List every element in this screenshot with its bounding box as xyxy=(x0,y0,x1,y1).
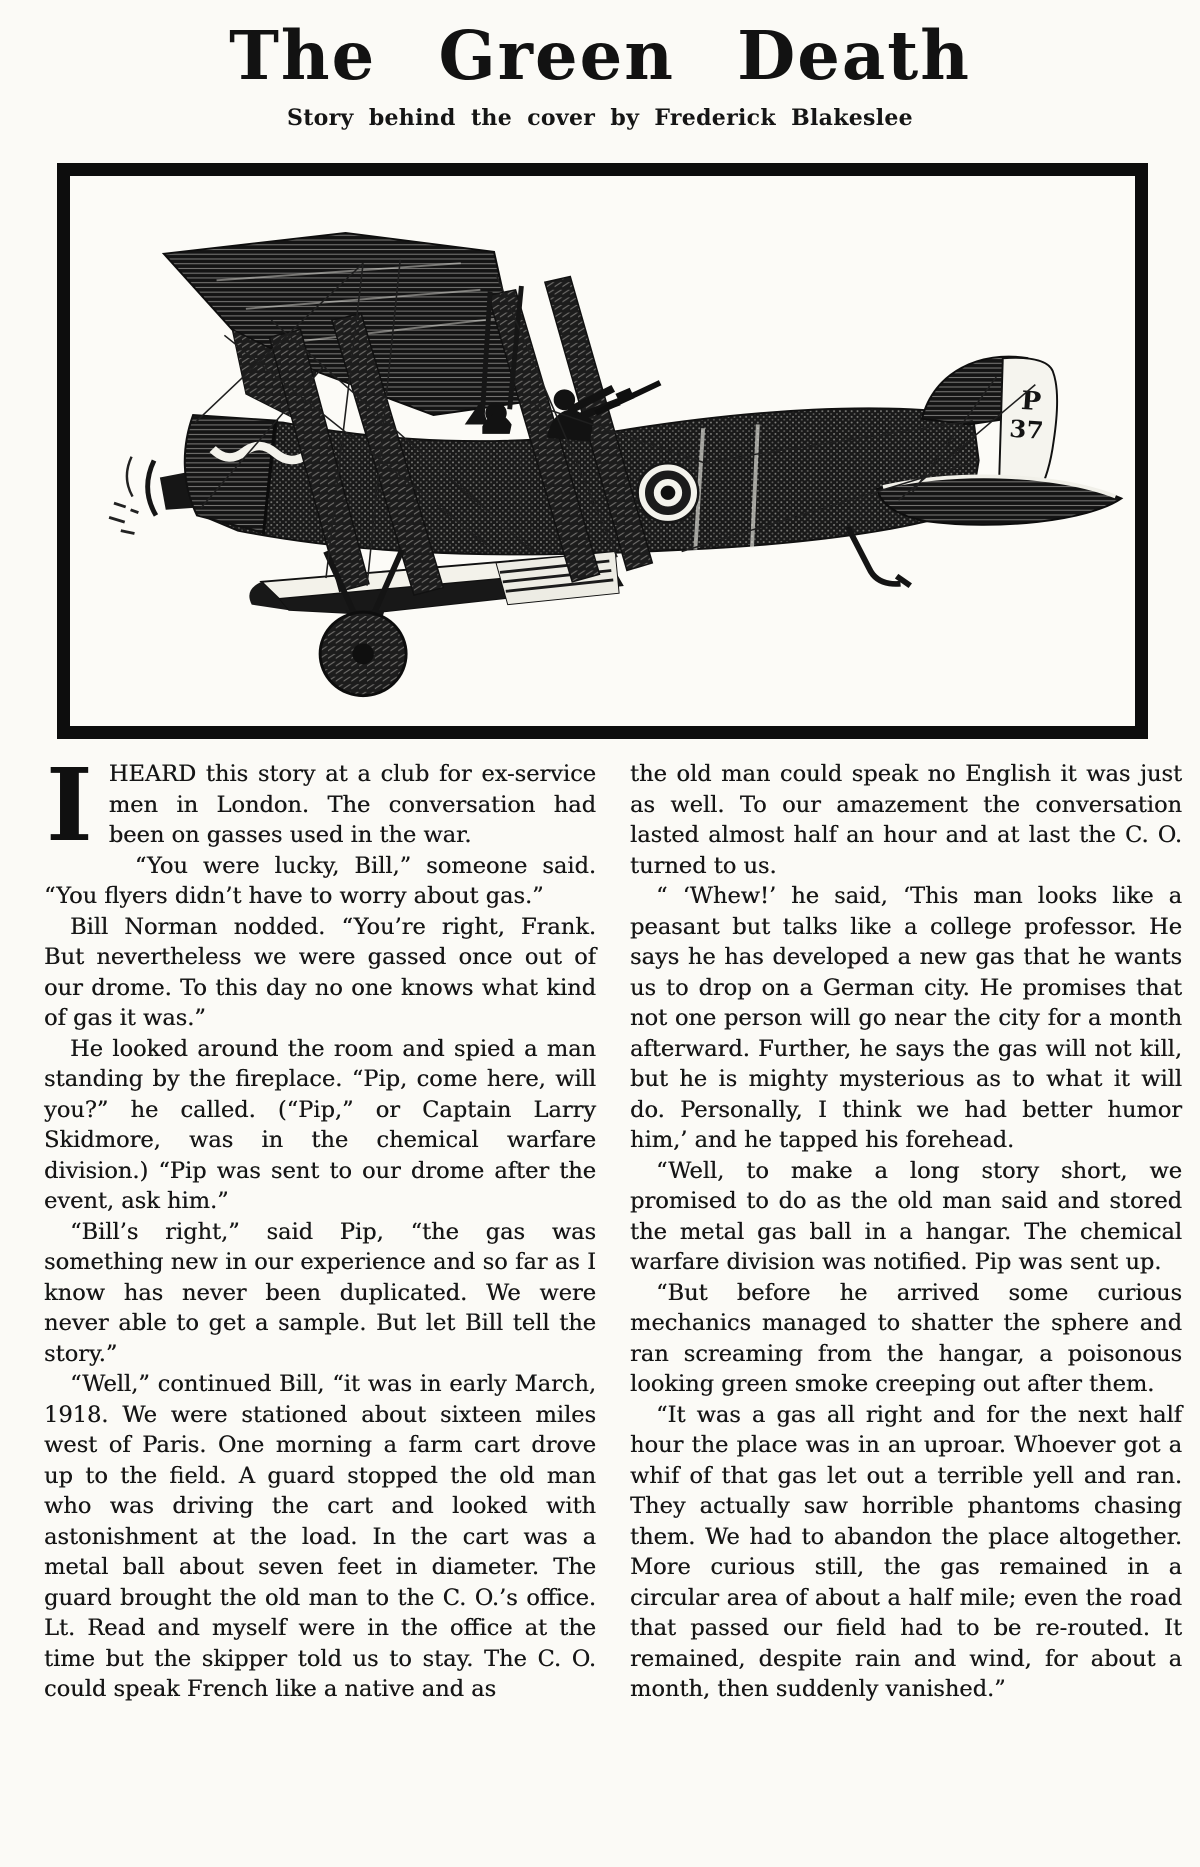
left-column xyxy=(44,746,596,1705)
paragraph: “It was a gas all right and for the next half hour the place was in an uproar. Whoever got a whif of that gas let out a terrible yell and ran. They actually saw horrible phantoms chasing them. We had to abandon the place altogether. More curious still, the gas remained in a circular area of about a half mile; even the road that passed our field had to be re-routed. It remained, despite rain and wind, for about a month, then suddenly vanished.” xyxy=(630,1401,1182,1703)
tail-skid xyxy=(848,527,911,586)
paragraph: “Bill’s right,” said Pip, “the gas was something new in our experience and so far as I know has never been duplicated. We were never able to get a sample. But let Bill tell the story.” xyxy=(44,1218,596,1367)
drop-cap: I xyxy=(46,746,93,865)
paragraph-lead-text: HEARD this story at a club for ex-service men in London. The conversation had been on gasses used in the war. xyxy=(108,761,596,849)
article-body xyxy=(44,746,1182,1705)
illustration-frame xyxy=(57,163,1148,739)
masthead xyxy=(0,0,1200,131)
paragraph: “But before he arrived some curious mechanics managed to shatter the sphere and ran screaming from the hangar, a poisonous looking green smoke creeping out after them. xyxy=(630,1279,1182,1398)
paragraph: “ ‘Whew!’ he said, ‘This man looks like a peasant but talks like a college professor. He says he has developed a new gas that he wants us to drop on a German city. He promises that not one person will go near the city for a month afterward. Further, he says the gas will not kill, but he is mighty mysterious as to what it will do. Personally, I think we had better humor him,’ and he tapped his forehead. xyxy=(630,883,1182,1154)
page-subtitle: Story behind the cover by Frederick Blakeslee xyxy=(287,105,913,132)
tail-marking-number: 37 xyxy=(1008,414,1045,445)
tail-marking-letter: P xyxy=(1020,386,1043,418)
tailplane xyxy=(877,477,1121,525)
paragraph-lead xyxy=(44,746,596,865)
propeller-icon xyxy=(109,457,193,534)
biplane-illustration xyxy=(70,176,1135,726)
paragraph-continuation: the old man could speak no English it was just as well. To our amazement the conversation lasted almost half an hour and at last the C. O. turned to us. xyxy=(630,761,1182,879)
page-title: The Green Death xyxy=(229,16,971,95)
roundel-icon xyxy=(638,463,699,522)
paragraph: He looked around the room and spied a man standing by the fireplace. “Pip, come here, will you?” he called. (“Pip,” or Captain Larry Skidmore, was in the chemical warfare division.) “Pip was sent to our drome after the event, ask him.” xyxy=(44,1035,596,1215)
paragraph: “You were lucky, Bill,” someone said. “You flyers didn’t have to worry about gas.” xyxy=(44,852,596,910)
paragraph: “Well,” continued Bill, “it was in early March, 1918. We were stationed about sixteen miles west of Paris. One morning a farm cart drove up to the field. A guard stopped the old man who was driving the cart and looked with astonishment at the load. In the cart was a metal ball about seven feet in diameter. The guard brought the old man to the C. O.’s office. Lt. Read and myself were in the office at the time but the skipper told us to stay. The C. O. could speak French like a native and as xyxy=(44,1371,596,1703)
right-column xyxy=(630,759,1182,1705)
paragraph: “Well, to make a long story short, we promised to do as the old man said and stored the metal gas ball in a hangar. The chemical warfare division was notified. Pip was sent up. xyxy=(630,1157,1182,1276)
paragraph: Bill Norman nodded. “You’re right, Frank. But nevertheless we were gassed once out of our drome. To this day no one knows what kind of gas it was.” xyxy=(44,913,596,1032)
